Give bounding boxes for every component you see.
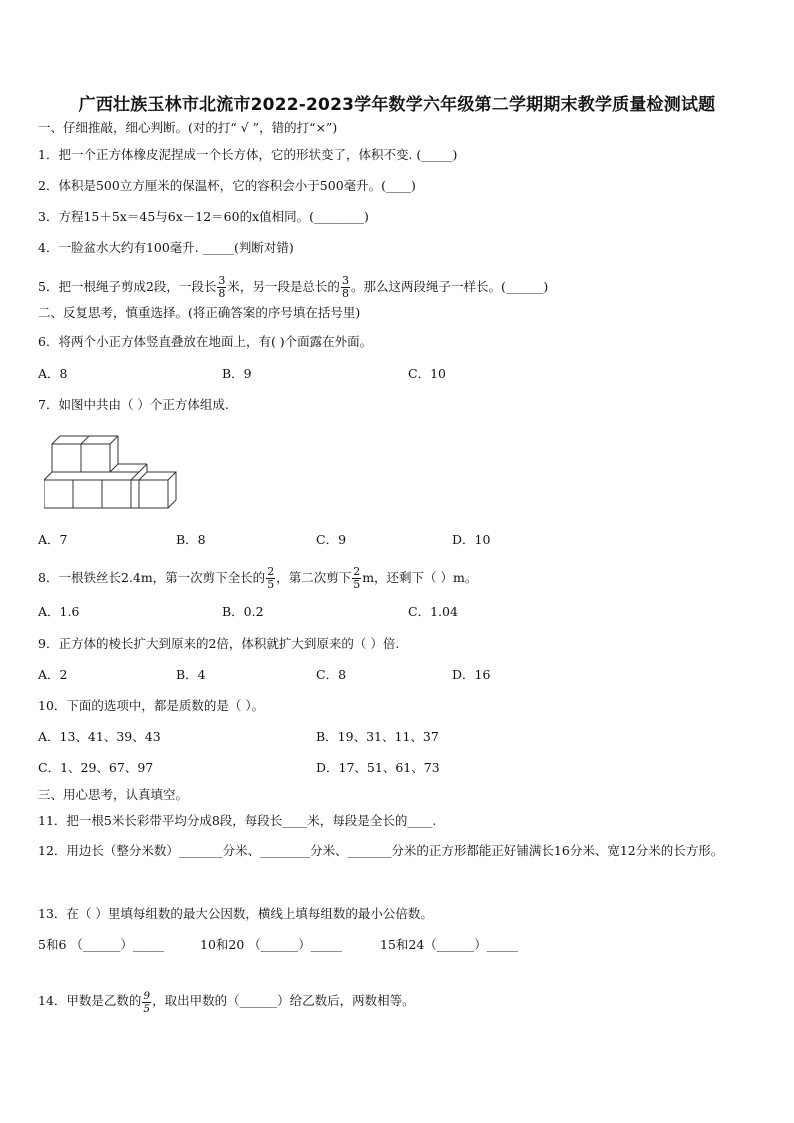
q9-option-c: C．8	[316, 667, 347, 682]
fraction-denominator: 5	[267, 578, 275, 591]
question-8	[38, 566, 477, 591]
fraction-denominator: 8	[341, 287, 349, 300]
q9-option-d: D．16	[452, 667, 491, 682]
q9-option-a: A．2	[38, 667, 68, 682]
fraction-3-8-b	[341, 275, 350, 300]
question-8-part-c: m，还剩下（ ）m。	[362, 570, 478, 585]
question-10: 10．下面的选项中，都是质数的是（ ）。	[38, 698, 265, 713]
question-1: 1．把一个正方体橡皮泥捏成一个长方体，它的形状变了，体积不变. (_____)	[38, 147, 458, 162]
q8-option-c: C．1.04	[408, 604, 458, 619]
question-2: 2．体积是500立方厘米的保温杯，它的容积会小于500毫升。(____)	[38, 178, 416, 193]
q8-option-a: A．1.6	[38, 604, 80, 619]
fraction-9-5	[142, 990, 151, 1015]
question-11: 11．把一根5米长彩带平均分成8段，每段长____米，每段是全长的____.	[38, 813, 437, 828]
q7-option-b: B．8	[176, 532, 206, 547]
q8-option-b: B．0.2	[222, 604, 264, 619]
q6-option-a: A．8	[38, 366, 68, 381]
question-5	[38, 275, 548, 300]
q6-option-b: B．9	[222, 366, 252, 381]
q13-group-1: 5和6 （______）_____	[38, 937, 165, 952]
question-5-part-a: 5．把一根绳子剪成2段，一段长	[38, 279, 217, 294]
fraction-denominator: 8	[218, 287, 226, 300]
question-4: 4．一脸盆水大约有100毫升. _____(判断对错)	[38, 240, 294, 255]
q6-option-c: C．10	[408, 366, 446, 381]
q10-option-c: C．1、29、67、97	[38, 760, 154, 775]
q7-option-d: D．10	[452, 532, 491, 547]
question-5-part-c: 。那么这两段绳子一样长。(______)	[350, 279, 549, 294]
q10-option-b: B．19、31、11、37	[316, 729, 439, 744]
q7-option-a: A．7	[38, 532, 68, 547]
question-6: 6．将两个小正方体竖直叠放在地面上，有( )个面露在外面。	[38, 334, 373, 349]
page-title: 广西壮族玉林市北流市2022-2023学年数学六年级第二学期期末教学质量检测试题	[78, 95, 716, 115]
fraction-denominator: 5	[143, 1003, 151, 1015]
question-3: 3．方程15＋5x＝45与6x－12＝60的x值相同。(________)	[38, 209, 369, 224]
fraction-2-5-b	[352, 566, 361, 591]
q7-option-c: C．9	[316, 532, 347, 547]
section2-header: 二、反复思考，慎重选择。(将正确答案的序号填在括号里)	[38, 305, 361, 320]
fraction-numerator: 2	[267, 565, 275, 578]
question-13: 13．在（ ）里填每组数的最大公因数，横线上填每组数的最小公倍数。	[38, 906, 433, 921]
fraction-3-8-a	[217, 275, 226, 300]
q9-option-b: B．4	[176, 667, 206, 682]
fraction-numerator: 2	[353, 565, 361, 578]
fraction-numerator: 9	[143, 990, 151, 1002]
fraction-2-5-a	[266, 566, 275, 591]
fraction-numerator: 3	[341, 274, 349, 287]
fraction-numerator: 3	[218, 274, 226, 287]
question-14-part-b: ，取出甲数的（______）给乙数后，两数相等。	[152, 993, 415, 1008]
q10-option-a: A．13、41、39、43	[38, 729, 161, 744]
question-8-part-b: ，第二次剪下	[276, 570, 352, 585]
section3-header: 三、用心思考，认真填空。	[38, 787, 189, 802]
q13-group-2: 10和20 （______）_____	[200, 937, 343, 952]
q10-option-d: D．17、51、61、73	[316, 760, 440, 775]
question-14	[38, 990, 415, 1015]
fraction-denominator: 5	[353, 578, 361, 591]
q13-group-3: 15和24（______）_____	[380, 937, 519, 952]
question-9: 9．正方体的棱长扩大到原来的2倍，体积就扩大到原来的（ ）倍.	[38, 636, 400, 651]
question-8-part-a: 8．一根铁丝长2.4m，第一次剪下全长的	[38, 570, 266, 585]
cubes-figure	[44, 432, 184, 512]
question-7: 7．如图中共由（ ）个正方体组成.	[38, 397, 229, 412]
question-14-part-a: 14．甲数是乙数的	[38, 993, 142, 1008]
question-12: 12．用边长（整分米数）_______分米、________分米、_______分米的正方形都能正好铺满长16分米、宽12分米的长方形。	[38, 843, 724, 858]
section1-header: 一、仔细推敲，细心判断。(对的打“ √ ”，错的打“×”)	[38, 120, 338, 135]
question-5-part-b: 米，另一段是总长的	[227, 279, 340, 294]
